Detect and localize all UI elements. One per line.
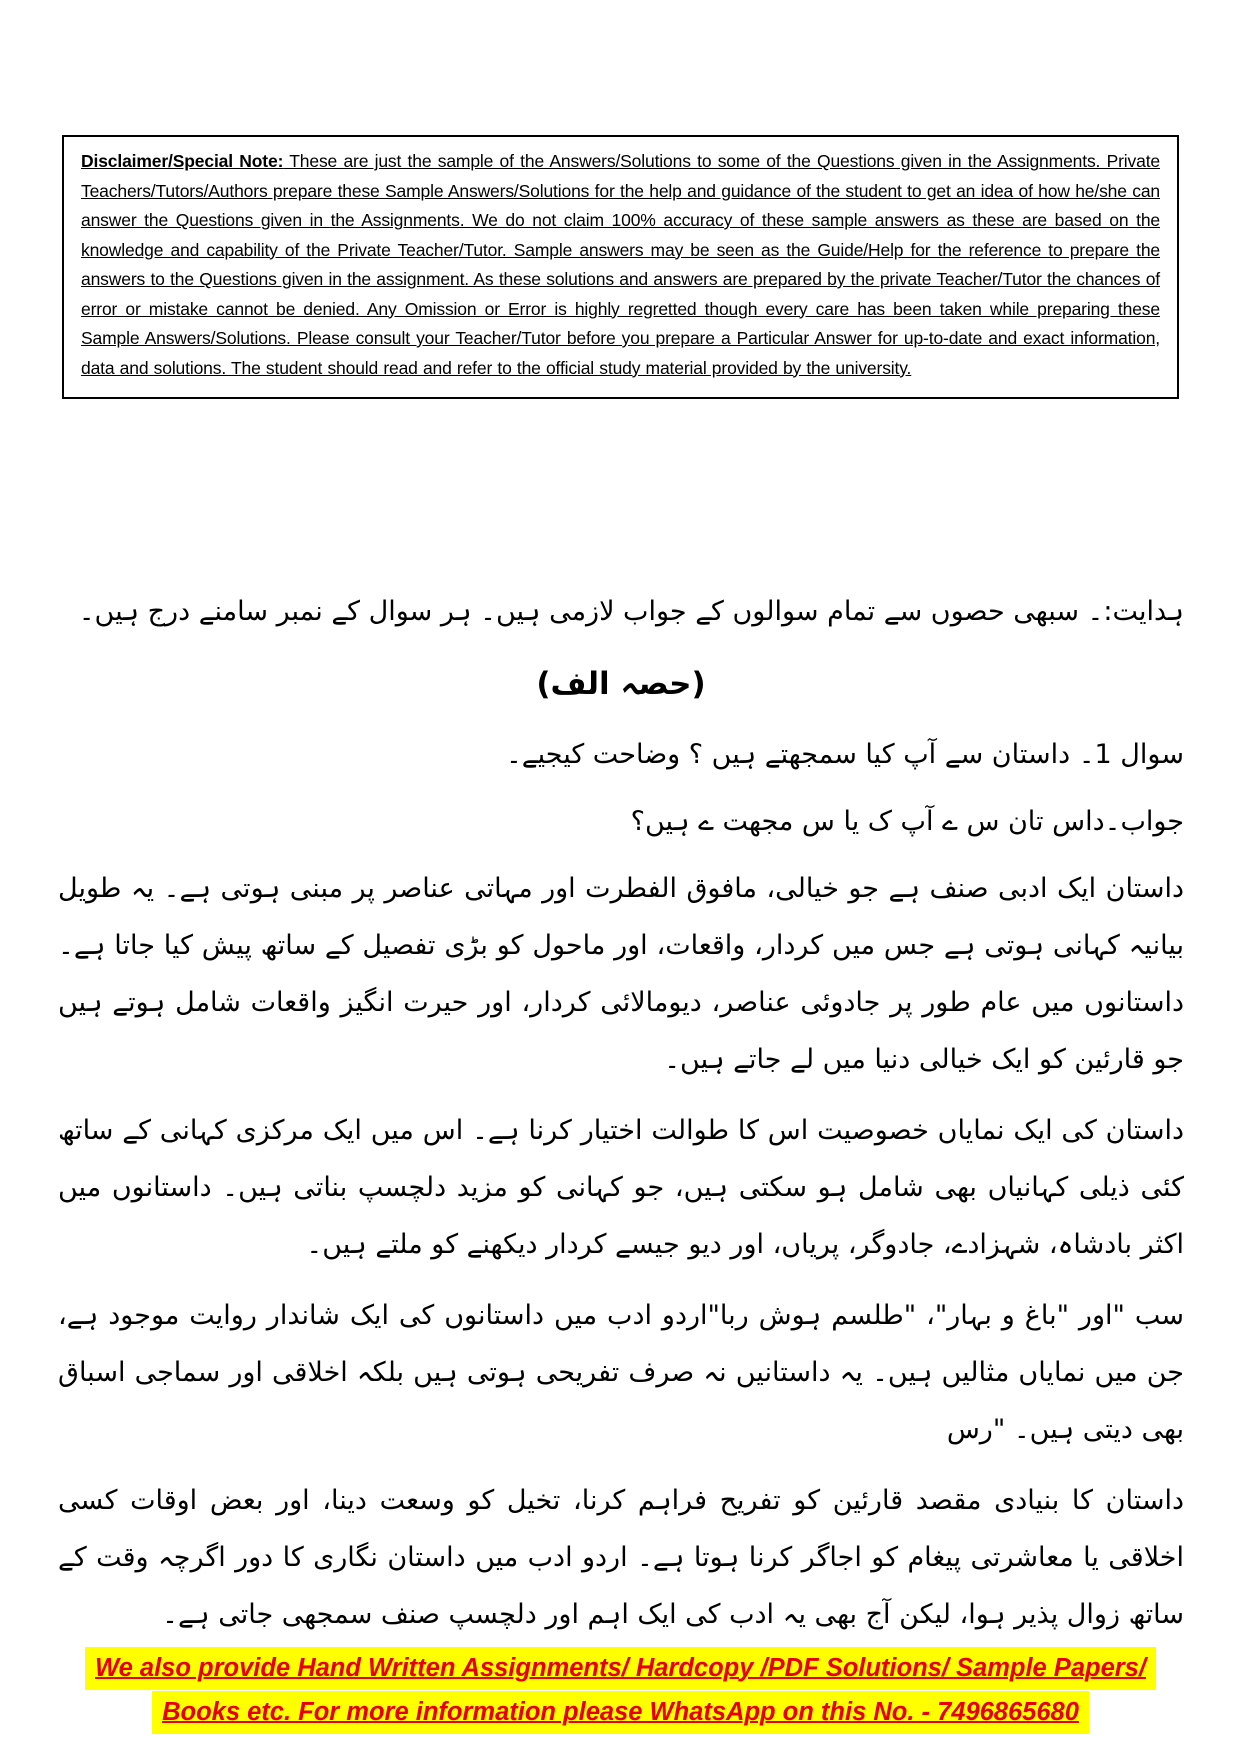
answer-paragraph: داستان کا بنیادی مقصد قارئین کو تفریح فراہم کرنا، تخیل کو وسعت دینا، اور بعض اوقات کسی اخلاقی یا معاشرتی پیغام کو اجاگر کرنا ہوتا ہے۔ اردو ادب میں داستان نگاری کا دور اگرچہ وقت کے ساتھ زوال پذیر ہوا، لیکن آج بھی یہ ادب کی ایک اہم اور دلچسپ صنف سمجھی جاتی ہے۔	[58, 1485, 1184, 1630]
disclaimer-box	[62, 135, 1179, 399]
footer-promo-line-1: We also provide Hand Written Assignments/ Hardcopy /PDF Solutions/ Sample Papers/	[85, 1647, 1156, 1690]
footer-line-wrapper	[0, 1647, 1241, 1690]
disclaimer-body: These are just the sample of the Answers/Solutions to some of the Questions given in the Assignments. Private Teachers/Tutors/Authors prepare these Sample Answers/Solutions for the help and guidance of the student to get an idea of how he/she can answer the Questions given in the Assignments. We do not claim 100% accuracy of these sample answers as these are based on the knowledge and capability of the Private Teacher/Tutor. Sample answers may be seen as the Guide/Help for the reference to prepare the answers to the Questions given in the assignment. As these solutions and answers are prepared by the private Teacher/Tutor the chances of error or mistake cannot be denied. Any Omission or Error is highly regretted though every care has been taken while preparing these Sample Answers/Solutions. Please consult your Teacher/Tutor before you prepare a Particular Answer for up-to-date and exact information, data and solutions. The student should read and refer to the official study material provided by the university.	[81, 151, 1160, 378]
disclaimer-text	[81, 147, 1160, 383]
disclaimer-label: Disclaimer/Special Note:	[81, 151, 284, 171]
footer-banner	[0, 1646, 1241, 1735]
footer-line-wrapper	[0, 1691, 1241, 1734]
instruction-line: ہدایت:۔ سبھی حصوں سے تمام سوالوں کے جواب لازمی ہیں۔ ہر سوال کے نمبر سامنے درج ہیں۔	[78, 596, 1184, 627]
footer-promo-line-2: Books etc. For more information please WhatsApp on this No. - 7496865680	[152, 1691, 1089, 1734]
urdu-content-section	[58, 583, 1184, 1657]
question-line: سوال 1۔ داستان سے آپ کیا سمجھتے ہیں ؟ وضاحت کیجیے۔	[505, 739, 1184, 770]
section-heading: (حصہ الف)	[536, 666, 706, 702]
answer-heading-line: جواب۔داس تان س ے آپ ک یا س مجھت ے ہیں؟	[630, 806, 1184, 837]
answer-paragraph: سب "اور "باغ و بہار"، "طلسم ہوش ربا"اردو ادب میں داستانوں کی ایک شاندار روایت موجود ہے، جن میں نمایاں مثالیں ہیں۔ یہ داستانیں نہ صرف تفریحی ہوتی ہیں بلکہ اخلاقی اور سماجی اسباق بھی دیتی ہیں۔ "رس	[58, 1300, 1184, 1445]
answer-paragraph: داستان کی ایک نمایاں خصوصیت اس کا طوالت اختیار کرنا ہے۔ اس میں ایک مرکزی کہانی کے ساتھ کئی ذیلی کہانیاں بھی شامل ہو سکتی ہیں، جو کہانی کو مزید دلچسپ بناتی ہیں۔ داستانوں میں اکثر بادشاہ، شہزادے، جادوگر، پریاں، اور دیو جیسے کردار دیکھنے کو ملتے ہیں۔	[58, 1115, 1184, 1260]
answer-paragraph: داستان ایک ادبی صنف ہے جو خیالی، مافوق الفطرت اور مہاتی عناصر پر مبنی ہوتی ہے۔ یہ طویل بیانیہ کہانی ہوتی ہے جس میں کردار، واقعات، اور ماحول کو بڑی تفصیل کے ساتھ پیش کیا جاتا ہے۔ داستانوں میں عام طور پر جادوئی عناصر، دیومالائی کردار، اور حیرت انگیز واقعات شامل ہوتے ہیں جو قارئین کو ایک خیالی دنیا میں لے جاتے ہیں۔	[58, 873, 1184, 1075]
